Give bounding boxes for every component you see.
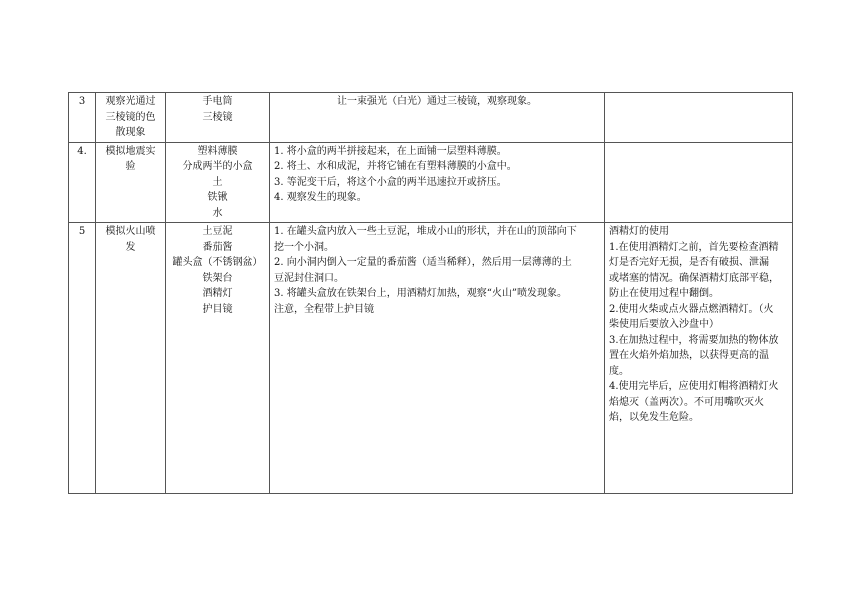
material-item: 土豆泥	[202, 226, 233, 237]
row-number: 4.	[69, 142, 96, 223]
material-item: 酒精灯	[202, 288, 233, 299]
note-line: 酒精灯的使用	[609, 226, 669, 237]
table-row	[69, 93, 793, 143]
material-item: 铁架台	[202, 272, 233, 284]
experiment-name	[96, 142, 166, 223]
note-line: 3.在加热过程中，将需要加热的物体放	[609, 334, 779, 346]
step-line: 豆泥封住洞口。	[274, 272, 344, 284]
material-item: 番茄酱	[202, 241, 233, 253]
step-line: 挖一个小洞。	[274, 241, 334, 253]
notes-cell	[605, 223, 793, 494]
experiment-name-line: 发	[125, 241, 136, 253]
experiment-name-line: 模拟地震实	[105, 145, 156, 157]
step-line: 让一束强光（白光）通过三棱镜，观察现象。	[337, 96, 537, 107]
steps-cell	[270, 93, 605, 143]
note-line: 1.在使用酒精灯之前，首先要检查酒精	[609, 241, 779, 253]
note-line: 或堵塞的情况。确保酒精灯底部平稳，	[609, 272, 779, 284]
material-item: 铁锹	[207, 192, 228, 203]
steps-cell	[270, 142, 605, 223]
experiment-table	[68, 92, 793, 494]
step-line: 注意，全程带上护目镜	[274, 303, 374, 315]
steps-cell	[270, 223, 605, 494]
material-item: 三棱镜	[202, 111, 233, 123]
note-line: 4.使用完毕后，应使用灯帽将酒精灯火	[609, 381, 779, 392]
table-row	[69, 142, 793, 223]
materials-cell	[166, 93, 270, 143]
step-line: 1. 将小盒的两半拼接起来，在上面铺一层塑料薄膜。	[274, 145, 507, 157]
step-line: 3. 将罐头盒放在铁架台上，用酒精灯加热，观察“火山”喷发现象。	[274, 288, 567, 299]
step-line: 1. 在罐头盒内放入一些土豆泥，堆成小山的形状，并在山的顶部向下	[274, 226, 577, 237]
material-item: 水	[212, 207, 223, 219]
material-item: 土	[212, 176, 223, 188]
step-line: 2. 向小洞内倒入一定量的番茄酱（适当稀释），然后用一层薄薄的土	[274, 257, 572, 268]
experiment-name-line: 三棱镜的色	[105, 111, 156, 123]
note-line: 防止在使用过程中翻倒。	[609, 288, 719, 299]
material-item: 罐头盒（不锈钢盆）	[172, 257, 263, 268]
step-line: 4. 观察发生的现象。	[274, 192, 367, 203]
material-item: 塑料薄膜	[197, 145, 238, 157]
note-line: 置在火焰外焰加热，以获得更高的温	[609, 350, 769, 361]
notes-cell	[605, 93, 793, 143]
note-line: 焰，以免发生危险。	[609, 412, 699, 423]
step-line: 2. 将土、水和成泥，并将它铺在有塑料薄膜的小盒中。	[274, 161, 517, 172]
note-line: 2.使用火柴或点火器点燃酒精灯。（火	[609, 303, 774, 315]
material-item: 分成两半的小盒	[182, 161, 253, 172]
table-row	[69, 223, 793, 494]
experiment-name-line: 验	[125, 161, 136, 172]
note-line: 柴使用后要放入沙盘中）	[609, 319, 719, 330]
experiment-name-line: 模拟火山喷	[105, 226, 156, 237]
experiment-name-line: 散现象	[115, 127, 146, 138]
experiment-name	[96, 93, 166, 143]
experiment-name	[96, 223, 166, 494]
experiment-name-line: 观察光通过	[105, 96, 156, 107]
note-line: 度。	[609, 365, 629, 377]
materials-cell	[166, 142, 270, 223]
step-line: 3. 等泥变干后，将这个小盒的两半迅速拉开或挤压。	[274, 176, 507, 188]
material-item: 手电筒	[202, 96, 233, 107]
row-number: 5	[69, 223, 96, 494]
material-item: 护目镜	[202, 303, 233, 315]
materials-cell	[166, 223, 270, 494]
notes-cell	[605, 142, 793, 223]
note-line: 灯是否完好无损，是否有破损、泄漏	[609, 257, 769, 268]
row-number: 3	[69, 93, 96, 143]
note-line: 焰熄灭（盖两次）。不可用嘴吹灭火	[609, 396, 764, 408]
